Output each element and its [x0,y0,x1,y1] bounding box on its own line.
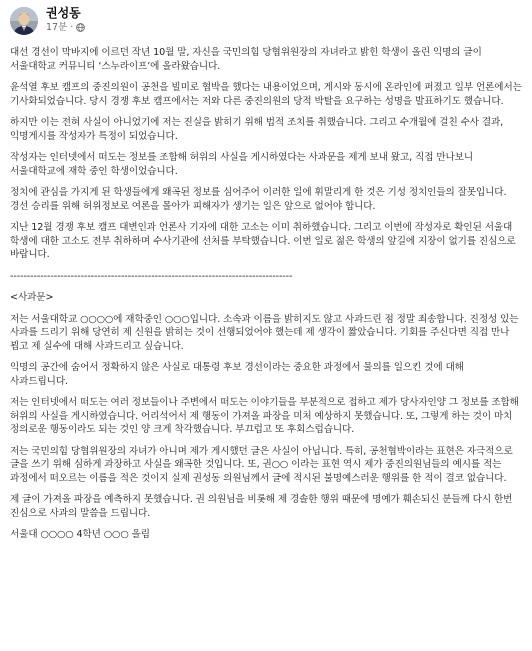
globe-icon[interactable] [76,23,85,32]
author-block [46,6,85,34]
apology-paragraph: 저는 국민의힘 당협위원장의 자녀가 아니며 제가 게시했던 글은 사실이 아닙니다. 특히, 공천협박이라는 표현은 자극적으로 글을 쓰기 위해 심하게 과장하고 사실을 왜곡한 것입니다. 또, 권○○ 이라는 표현 역시 제가 중진의원님들의 예시를 적는 과정에서 떠오르는 이름을 적은 것이지 실제 권성동 의원님께서 글에 적시된 불명예스러운 행위를 한 적이 결코 없습니다. [10,445,516,484]
avatar-photo-icon [10,7,38,35]
post-timestamp[interactable]: 17분 [46,22,68,33]
post-paragraph: 윤석열 후보 캠프의 중진의원이 공천을 빌미로 협박을 했다는 내용이었으며, 게시와 동시에 온라인에 퍼졌고 일부 언론에서는 기사화되었습니다. 당시 경쟁 후보 캠프에서는 저와 다른 중진의원의 당적 박탈을 요구하는 성명을 발표하기도 했습니다. [10,82,525,107]
author-avatar[interactable] [10,7,38,35]
apology-paragraph: 저는 서울대학교 ○○○○에 재학중인 ○○○입니다. 소속과 이름을 밝히지도 않고 사과드린 점 정말 죄송합니다. 진정성 있는 사과를 드리기 위해 당연히 제 신원을 밝히는 것이 선행되었어야 했는데 제 생각이 짧았습니다. 기회를 주신다면 직접 만나 뵙고 제 실수에 대해 사과드리고 싶습니다. [10,313,522,352]
apology-heading: <사과문> [10,292,54,303]
post-paragraph: 대선 경선이 막바지에 이르던 작년 10월 말, 자신을 국민의힘 당협위원장의 자녀라고 밝힌 학생이 올린 익명의 글이 서울대학교 커뮤니티 ‘스누라이프’에 올라왔습니다. [10,47,485,72]
post-paragraph: 지난 12월 경쟁 후보 캠프 대변인과 언론사 기자에 대한 고소는 이미 취하했습니다. 그리고 이번에 작성자로 확인된 서울대 학생에 대한 고소도 전부 취하하며 수사기관에 선처를 부탁했습니다. 이번 일로 젊은 학생의 앞길에 지장이 없기를 진심으로 바랍니다. [10,222,519,260]
post-paragraph: 작성자는 인터넷에서 떠도는 정보를 조합해 허위의 사실을 게시하였다는 사과문을 제게 보내 왔고, 직접 만나보니 서울대학교에 재학 중인 학생이었습니다. [10,152,476,177]
apology-signature: 서울대 ○○○○ 4학년 ○○○ 올림 [10,529,150,540]
apology-paragraph: 제 글이 가져올 파장을 예측하지 못했습니다. 권 의원님을 비롯해 제 경솔한 행위 때문에 명예가 훼손되신 분들께 다시 한번 진심으로 사과의 말씀을 드립니다. [10,494,516,519]
apology-paragraph: 익명의 공간에 숨어서 정확하지 않은 사실로 대통령 후보 경선이라는 중요한 과정에서 물의를 일으킨 것에 대해 사과드립니다. [10,362,467,387]
apology-paragraph: 저는 인터넷에서 떠도는 여러 정보들이나 주변에서 떠도는 이야기들을 부분적으로 접하고 제가 당사자인양 그 정보를 조합해 허위의 사실을 게시하였습니다. 어리석어서 제 행동이 가져올 파장을 미처 예상하지 못했습니다. 또, 그렇게 하는 것이 마치 정의로운 행동이라도 되는 것인 양 크게 착각했습니다. 부끄럽고 또 후회스럽습니다. [10,397,522,435]
post-body [10,46,525,542]
divider-line: ------------------------------------------------------------------------------------ [10,270,293,282]
post-meta [46,21,85,34]
author-name[interactable]: 권성동 [46,6,81,20]
post-paragraph: 정치에 관심을 가지게 된 학생들에게 왜곡된 정보를 심어주어 이러한 일에 휘말리게 한 것은 기성 정치인들의 잘못입니다. 경선 승리를 위해 허위정보로 여론을 몰아가 피해자가 생기는 일은 앞으로 없어야 합니다. [10,187,510,212]
post-header [10,6,522,40]
meta-separator: · [70,22,74,33]
post-paragraph: 하지만 이는 전혀 사실이 아니었기에 저는 진실을 밝히기 위해 법적 조치를 취했습니다. 그리고 수개월에 걸친 수사 결과, 익명게시를 작성자가 특정이 되었습니다. [10,117,507,142]
